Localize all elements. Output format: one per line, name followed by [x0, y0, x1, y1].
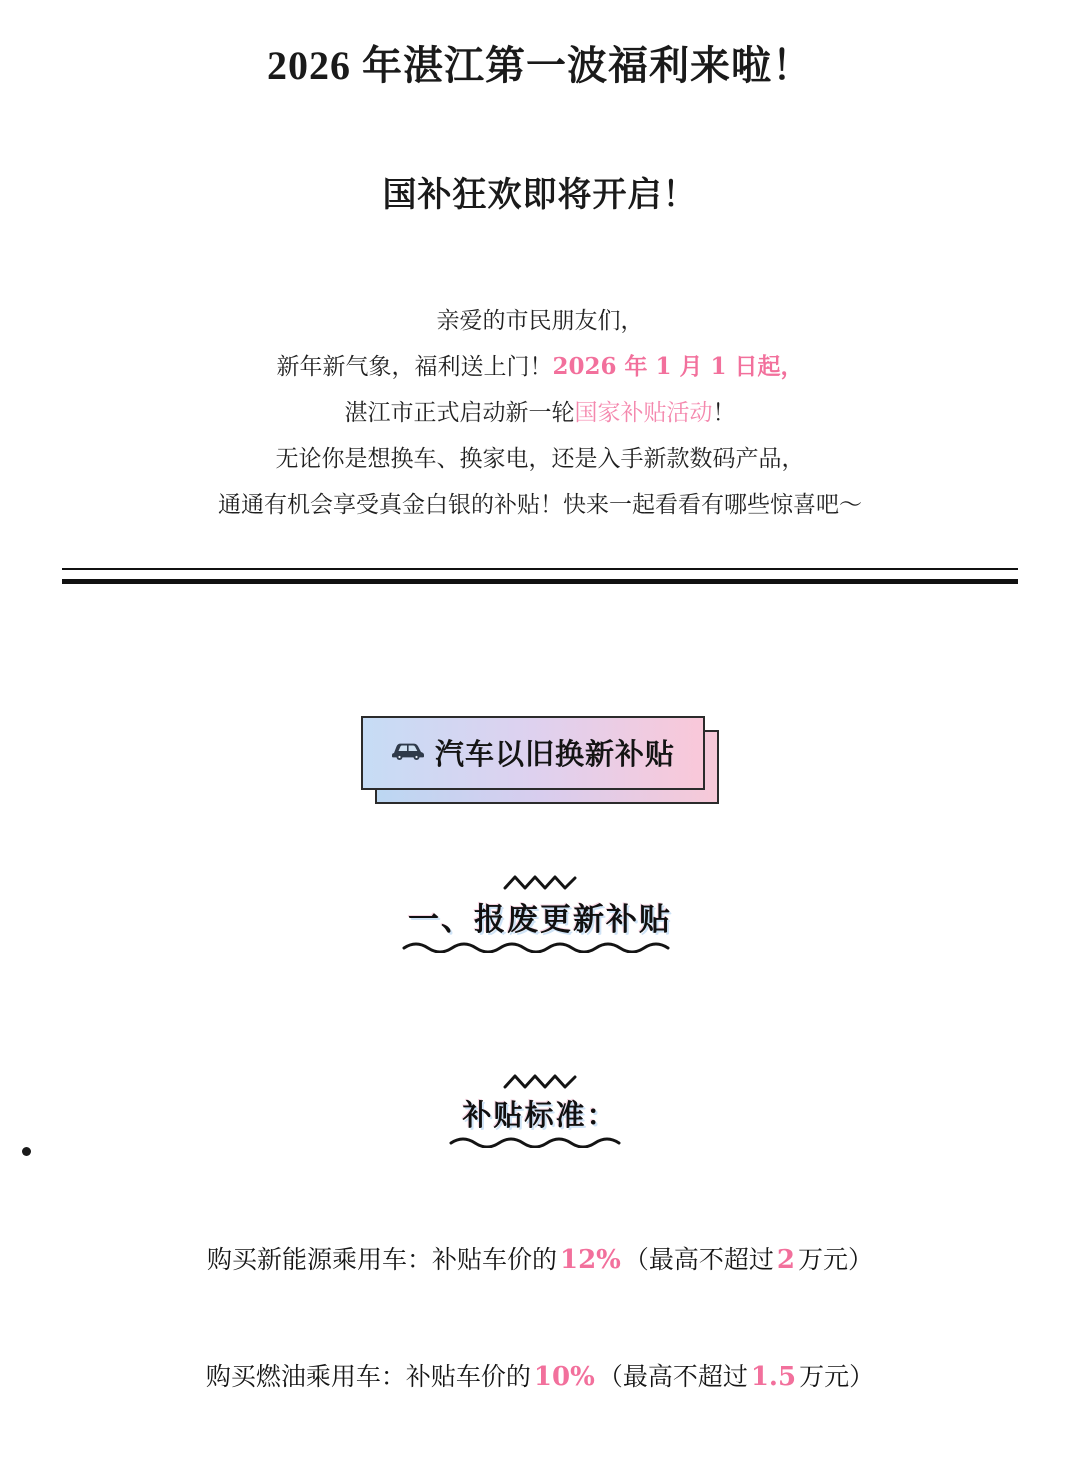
car-icon [391, 740, 425, 765]
section-divider [60, 568, 1020, 584]
intro-policy-highlight: 国家补贴活动 [574, 399, 713, 425]
subsidy-2-prefix: 购买燃油乘用车：补贴车价的 [205, 1364, 531, 1392]
banner-front-layer [361, 716, 705, 790]
intro-line-2-text: 新年新气象，福利送上门！ [276, 353, 553, 379]
intro-line-4: 无论你是想换车、换家电，还是入手新款数码产品， [275, 445, 805, 471]
page-title-secondary: 国补狂欢即将开启！ [382, 177, 698, 214]
list-item [60, 1357, 1020, 1399]
intro-line-1: 亲爱的市民朋友们， [436, 307, 644, 333]
section-1-heading-block [60, 872, 1020, 953]
intro-date-highlight: 2026 年 1 月 1 日起， [552, 352, 804, 380]
divider-thin-line [62, 568, 1018, 570]
subsidy-1-cap: 2 [776, 1244, 795, 1275]
section-1-underline [400, 939, 680, 953]
subsidy-2-cap: 1.5 [750, 1362, 797, 1393]
subsidy-2-middle: （最高不超过 [597, 1364, 748, 1392]
intro-line-2 [60, 344, 1020, 390]
page-title-primary: 2026 年湛江第一波福利来啦！ [267, 43, 813, 88]
banner-label: 汽车以旧换新补贴 [434, 739, 675, 772]
intro-paragraph [60, 298, 1020, 528]
subsidy-1-rate: 12% [560, 1244, 621, 1275]
section-2-underline [447, 1134, 633, 1148]
list-bullet-marker [22, 1147, 31, 1156]
wave-decoration-icon [501, 872, 579, 894]
car-subsidy-banner [361, 716, 719, 804]
intro-line-3-suffix: ！ [712, 399, 736, 425]
subsidy-standard-list [60, 1240, 1020, 1399]
subsidy-1-prefix: 购买新能源乘用车：补贴车价的 [206, 1246, 557, 1274]
section-2-heading: 补贴标准： [462, 1099, 618, 1132]
car-subsidy-banner-wrap [60, 716, 1020, 804]
section-1-heading: 一、报废更新补贴 [408, 901, 672, 937]
section-2-heading-block [60, 1071, 1020, 1148]
intro-line-5: 通通有机会享受真金白银的补贴！快来一起看看有哪些惊喜吧～ [218, 491, 862, 517]
divider-thick-line [62, 579, 1018, 584]
intro-line-3-text: 湛江市正式启动新一轮 [344, 399, 575, 425]
intro-line-3 [60, 390, 1020, 436]
subsidy-2-rate: 10% [533, 1362, 595, 1393]
subsidy-2-suffix: 万元） [799, 1364, 875, 1392]
wave-decoration-icon-2 [501, 1071, 579, 1093]
subsidy-1-suffix: 万元） [798, 1246, 874, 1274]
subsidy-1-middle: （最高不超过 [623, 1246, 774, 1274]
list-item [60, 1240, 1020, 1282]
